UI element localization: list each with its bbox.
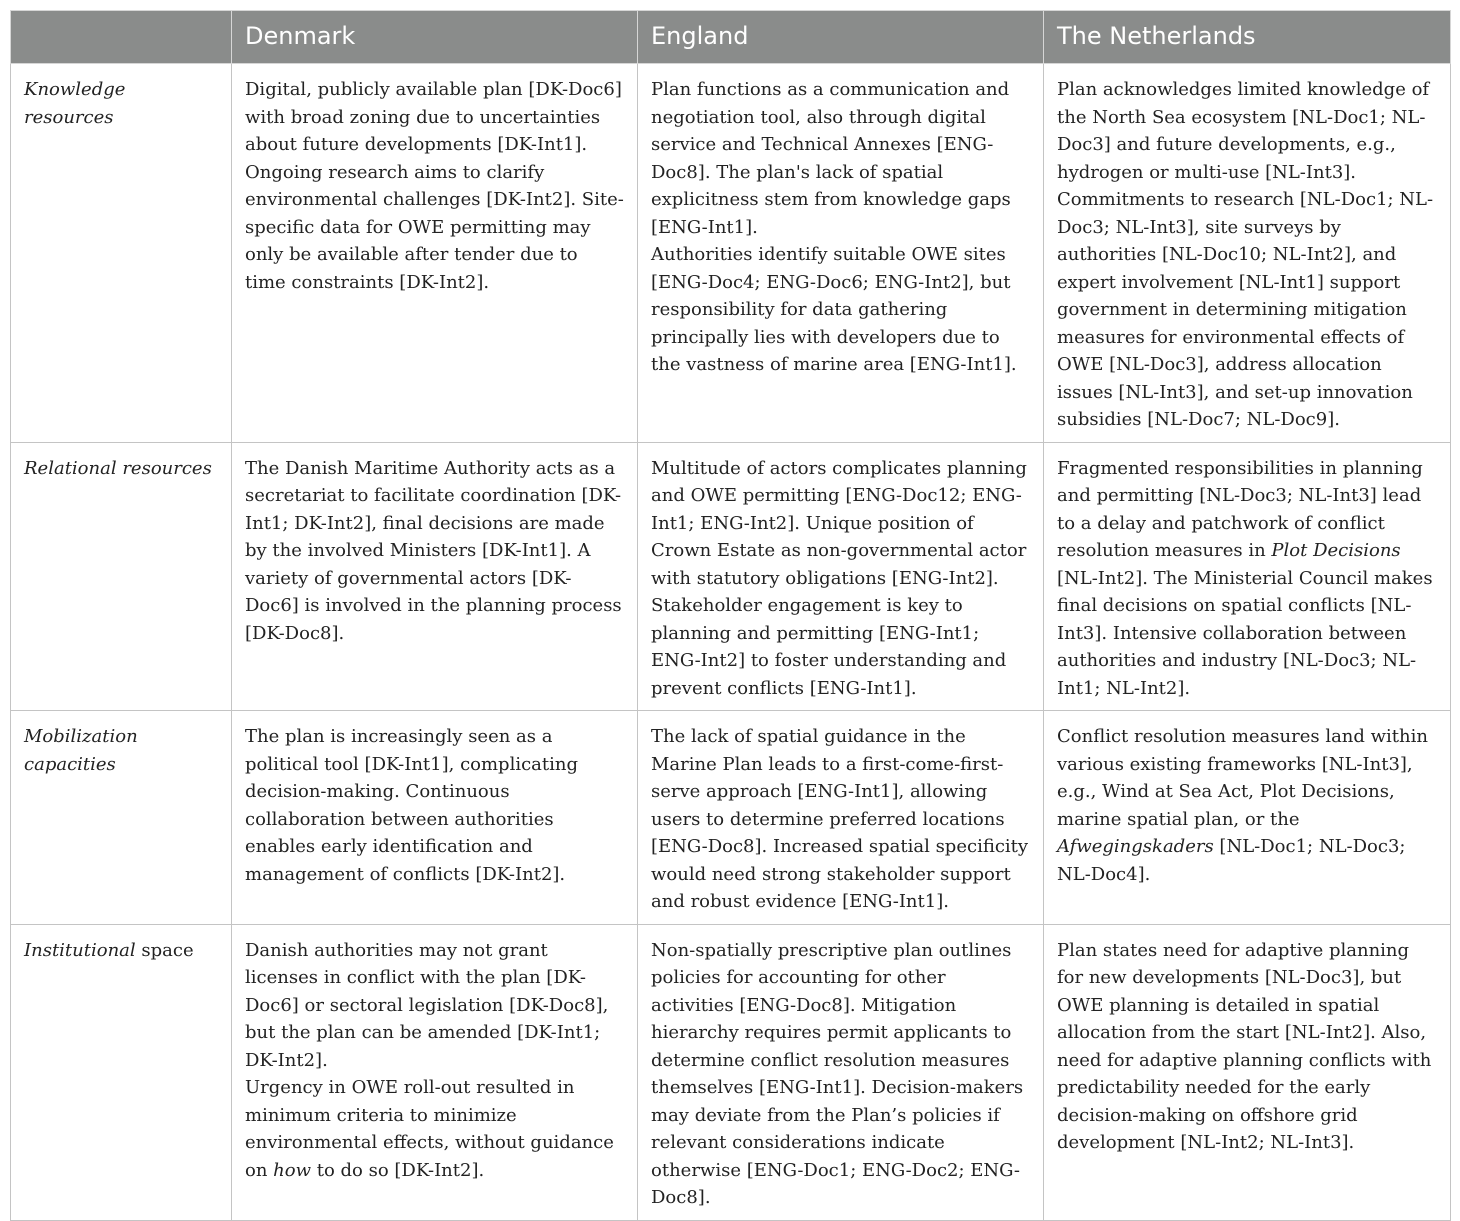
italic-term: how <box>273 1159 311 1181</box>
cell-paragraph: Authorities identify suitable OWE sites [ENG-Doc4; ENG-Doc6; ENG-Int2], but responsibility for data gathering principally lies with developers due to the vastness of marine area [ENG-Int1]. <box>651 244 1017 375</box>
cell-denmark: The plan is increasingly seen as a political tool [DK-Int1], complicating decision-making. Continuous collaboration between authorities enables early identification and management of conflicts [DK-Int2]. <box>232 711 638 925</box>
cell-england: Multitude of actors complicates planning and OWE permitting [ENG-Doc12; ENG-Int1; ENG-Int2]. Unique position of Crown Estate as non-governmental actor with statutory obligations [ENG-Int2]. Stakeholder engagement is key to planning and permitting [ENG-Int1; ENG-Int2] to foster understanding and prevent conflicts [ENG-Int1]. <box>638 442 1044 711</box>
row-label-knowledge: Knowledge resources <box>11 64 232 443</box>
cell-paragraph <box>245 1074 624 1184</box>
text-run: Urgency in OWE roll-out resulted in minimum criteria to minimize environmental effects, without guidance on <box>245 1077 614 1181</box>
text-run: to do so [DK-Int2]. <box>311 1159 485 1181</box>
comparison-table <box>10 10 1451 1221</box>
italic-term: Plot Decisions <box>1271 540 1401 561</box>
table-row <box>11 64 1451 443</box>
cell-paragraph: Danish authorities may not grant licenses in conflict with the plan [DK-Doc6] or sectoral legislation [DK-Doc8], but the plan can be amended [DK-Int1; DK-Int2]. <box>245 939 609 1071</box>
cell-netherlands <box>1044 711 1451 925</box>
table-row <box>11 924 1451 1220</box>
header-row <box>11 11 1451 64</box>
table-row <box>11 442 1451 711</box>
header-denmark: Denmark <box>232 11 638 64</box>
cell-denmark <box>232 924 638 1220</box>
italic-term: Afwegingskaders <box>1057 836 1214 857</box>
table-row <box>11 711 1451 925</box>
cell-paragraph: Plan functions as a communication and negotiation tool, also through digital service and Technical Annexes [ENG-Doc8]. The plan's lack of spatial explicitness stem from knowledge gaps [ENG-Int1]. <box>651 79 1011 238</box>
text-run: Fragmented responsibilities in planning and permitting [NL-Doc3; NL-Int3] lead to a delay and patchwork of conflict resolution measures in <box>1057 457 1423 561</box>
cell-england: Non-spatially prescriptive plan outlines policies for accounting for other activities [ENG-Doc8]. Mitigation hierarchy requires permit applicants to determine conflict resolution measures themselves [ENG-Int1]. Decision-makers may deviate from the Plan’s policies if relevant considerations indicate otherwise [ENG-Doc1; ENG-Doc2; ENG-Doc8]. <box>638 924 1044 1220</box>
text-run: Institutional <box>24 939 136 961</box>
cell-england <box>638 64 1044 443</box>
cell-netherlands <box>1044 442 1451 711</box>
text-run: [NL-Int2]. The Ministerial Council makes final decisions on spatial conflicts [NL-Int3]. Intensive collaboration between authorities and industry [NL-Doc3; NL-Int1; NL-Int2]. <box>1057 567 1433 699</box>
text-run: space <box>135 939 194 961</box>
cell-netherlands: Plan states need for adaptive planning for new developments [NL-Doc3], but OWE planning is detailed in spatial allocation from the start [NL-Int2]. Also, need for adaptive planning conflicts with predictability needed for the early decision-making on offshore grid development [NL-Int2; NL-Int3]. <box>1044 924 1451 1220</box>
header-corner <box>11 11 232 64</box>
row-label-institutional <box>11 924 232 1220</box>
cell-netherlands: Plan acknowledges limited knowledge of the North Sea ecosystem [NL-Doc1; NL-Doc3] and future developments, e.g., hydrogen or multi-use [NL-Int3]. Commitments to research [NL-Doc1; NL-Doc3; NL-Int3], site surveys by authorities [NL-Doc10; NL-Int2], and expert involvement [NL-Int1] support government in determining mitigation measures for environmental effects of OWE [NL-Doc3], address allocation issues [NL-Int3], and set-up innovation subsidies [NL-Doc7; NL-Doc9]. <box>1044 64 1451 443</box>
header-england: England <box>638 11 1044 64</box>
header-netherlands: The Netherlands <box>1044 11 1451 64</box>
row-label-mobilization: Mobilization capacities <box>11 711 232 925</box>
cell-england: The lack of spatial guidance in the Marine Plan leads to a first-come-first-serve approach [ENG-Int1], allowing users to determine preferred locations [ENG-Doc8]. Increased spatial specificity would need strong stakeholder support and robust evidence [ENG-Int1]. <box>638 711 1044 925</box>
text-run: [NL-Doc1; NL-Doc3; NL-Doc4]. <box>1057 836 1406 885</box>
cell-denmark: The Danish Maritime Authority acts as a secretariat to facilitate coordination [DK-Int1; DK-Int2], final decisions are made by the involved Ministers [DK-Int1]. A variety of governmental actors [DK-Doc6] is involved in the planning process [DK-Doc8]. <box>232 442 638 711</box>
row-label-relational: Relational resources <box>11 442 232 711</box>
text-run: Conflict resolution measures land within various existing frameworks [NL-Int3], e.g., Wind at Sea Act, Plot Decisions, marine spatial plan, or the <box>1057 726 1428 830</box>
cell-denmark: Digital, publicly available plan [DK-Doc6] with broad zoning due to uncertainties about future developments [DK-Int1]. Ongoing research aims to clarify environmental challenges [DK-Int2]. Site-specific data for OWE permitting may only be available after tender due to time constraints [DK-Int2]. <box>232 64 638 443</box>
